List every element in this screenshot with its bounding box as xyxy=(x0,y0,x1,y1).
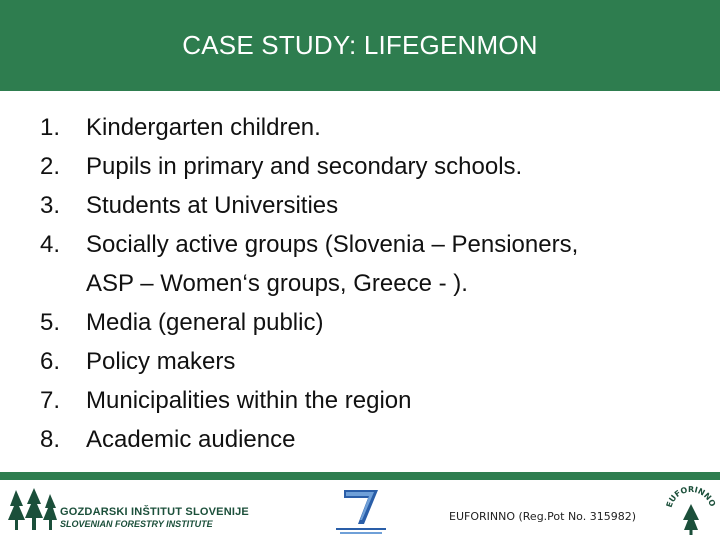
list-item xyxy=(40,108,700,147)
list-text-line-2: ASP – Women‘s groups, Greece - ). xyxy=(86,270,468,297)
list-text: Municipalities within the region xyxy=(86,387,412,414)
list-text-line-1: Socially active groups (Slovenia – Pensioners, xyxy=(86,231,579,258)
institute-name-en: SLOVENIAN FORESTRY INSTITUTE xyxy=(60,519,213,529)
list-number: 7. xyxy=(40,387,61,414)
list-item xyxy=(40,342,700,381)
footer-divider xyxy=(0,472,720,480)
list-text: Pupils in primary and secondary schools. xyxy=(86,153,523,180)
slide-footer xyxy=(0,480,720,540)
list-text: Media (general public) xyxy=(86,309,324,336)
list-text: Kindergarten children. xyxy=(86,114,321,141)
slide-title: CASE STUDY: LIFEGENMON xyxy=(182,30,538,60)
institute-name-sl: GOZDARSKI INŠTITUT SLOVENIJE xyxy=(60,506,249,518)
list-item xyxy=(40,303,700,342)
institute-name xyxy=(60,506,249,529)
euforinno-logo-icon xyxy=(663,482,719,538)
euforinno-project-label: EUFORINNO (Reg.Pot No. 315982) xyxy=(449,510,636,523)
list-item xyxy=(40,186,700,225)
list-item xyxy=(40,420,700,459)
fp7-logo-icon xyxy=(330,484,392,538)
list-text: Academic audience xyxy=(86,426,296,453)
list-item xyxy=(40,225,700,303)
list-number: 6. xyxy=(40,348,61,375)
list-number: 1. xyxy=(40,114,61,141)
list-number: 8. xyxy=(40,426,61,453)
list-item xyxy=(40,147,700,186)
tree-logo-icon xyxy=(6,486,58,534)
euforinno-logo-text: EUFORINNO xyxy=(664,484,718,509)
list-number: 5. xyxy=(40,309,61,336)
list-item xyxy=(40,381,700,420)
list-text: Policy makers xyxy=(86,348,236,375)
slide-header xyxy=(0,0,720,91)
list-number: 4. xyxy=(40,231,61,258)
list-number: 2. xyxy=(40,153,61,180)
list-text xyxy=(86,225,700,303)
list-number: 3. xyxy=(40,192,61,219)
audience-list xyxy=(40,108,700,459)
list-text: Students at Universities xyxy=(86,192,339,219)
